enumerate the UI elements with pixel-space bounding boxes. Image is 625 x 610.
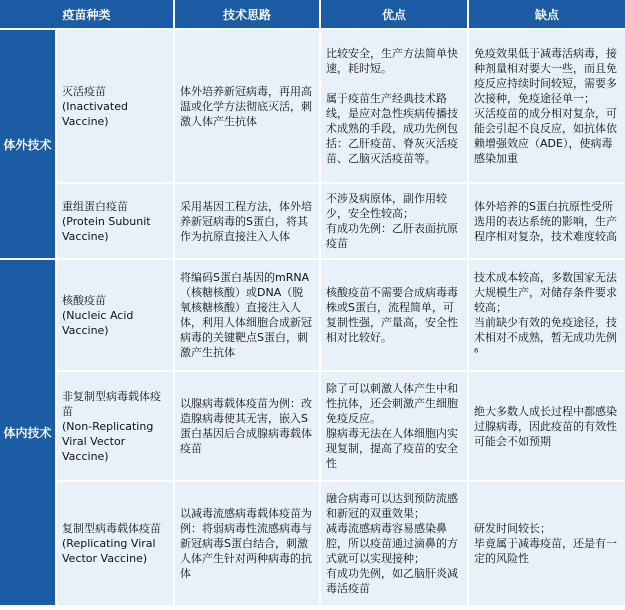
vaccine-type-cell: 重组蛋白疫苗 (Protein Subunit Vaccine) <box>56 183 174 259</box>
table-row <box>0 259 625 371</box>
pros-cell: 除了可以刺激人体产生中和性抗体，还会刺激产生细胞免疫反应。 腺病毒无法在人体细胞内实现复制，提高了疫苗的安全性 <box>320 371 468 481</box>
cons-cell: 绝大多数人成长过程中都感染过腺病毒，因此疫苗的有效性可能会不如预期 <box>468 371 625 481</box>
pros-cell: 比较安全，生产方法简单快速，耗时短。 属于疫苗生产经典技术路线，是应对急性疾病传播技术成熟的手段，成功先例包括：乙肝疫苗、脊灰灭活疫苗、乙脑灭活疫苗等。 <box>320 29 468 183</box>
approach-cell: 以减毒流感病毒载体疫苗为例：将弱病毒性流感病毒与新冠病毒S蛋白结合，刺激人体产生针对两种病毒的抗体 <box>174 481 320 605</box>
table-row <box>0 481 625 605</box>
approach-cell: 采用基因工程方法，体外培养新冠病毒的S蛋白，将其作为抗原直接注入人体 <box>174 183 320 259</box>
header-disadvantages: 缺点 <box>468 0 625 29</box>
vaccine-type-cell: 复制型病毒载体疫苗 (Replicating Viral Vector Vaccine) <box>56 481 174 605</box>
cons-cell: 技术成本较高，多数国家无法大规模生产，对储存条件要求较高； 当前缺少有效的免疫途径，技术相对不成熟，暂无成功先例⁶ <box>468 259 625 371</box>
category-in-vivo: 体内技术 <box>0 259 56 605</box>
cons-cell: 体外培养的S蛋白抗原性受所选用的表达系统的影响，生产程序相对复杂，技术难度较高 <box>468 183 625 259</box>
pros-cell: 融合病毒可以达到预防流感和新冠的双重效果； 减毒流感病毒容易感染鼻腔，所以疫苗通过滴鼻的方式就可以实现接种； 有成功先例，如乙脑肝炎减毒活疫苗 <box>320 481 468 605</box>
category-in-vitro: 体外技术 <box>0 29 56 259</box>
header-vaccine-type: 疫苗种类 <box>0 0 174 29</box>
header-advantages: 优点 <box>320 0 468 29</box>
pros-cell: 核酸疫苗不需要合成病毒毒株或S蛋白，流程简单，可复制性强，产量高，安全性相对比较好。 <box>320 259 468 371</box>
vaccine-type-cell: 灭活疫苗 (Inactivated Vaccine) <box>56 29 174 183</box>
cons-cell: 研发时间较长； 毕竟属于减毒疫苗，还是有一定的风险性 <box>468 481 625 605</box>
vaccine-type-cell: 非复制型病毒载体疫苗 (Non-Replicating Viral Vector Vaccine) <box>56 371 174 481</box>
pros-cell: 不涉及病原体，副作用较少，安全性较高； 有成功先例：乙肝表面抗原疫苗 <box>320 183 468 259</box>
vaccine-type-cell: 核酸疫苗 (Nucleic Acid Vaccine) <box>56 259 174 371</box>
table-header-row <box>0 0 625 29</box>
approach-cell: 以腺病毒载体疫苗为例：改造腺病毒使其无害，嵌入S蛋白基因后合成腺病毒载体疫苗 <box>174 371 320 481</box>
approach-cell: 体外培养新冠病毒，再用高温或化学方法彻底灭活，刺激人体产生抗体 <box>174 29 320 183</box>
table-row <box>0 183 625 259</box>
header-technical-approach: 技术思路 <box>174 0 320 29</box>
table-row <box>0 29 625 183</box>
cons-cell: 免疫效果低于减毒活病毒，接种剂量相对要大一些，而且免疫反应持续时间较短，需要多次接种，免疫途径单一； 灭活疫苗的成分相对复杂，可能会引起不良反应，如抗体依赖增强效应（ADE），使病毒感染加重 <box>468 29 625 183</box>
approach-cell: 将编码S蛋白基因的mRNA（核糖核酸）或DNA（脱氧核糖核酸）直接注入人体，利用人体细胞合成新冠病毒的关键靶点S蛋白，刺激产生抗体 <box>174 259 320 371</box>
table-row <box>0 371 625 481</box>
